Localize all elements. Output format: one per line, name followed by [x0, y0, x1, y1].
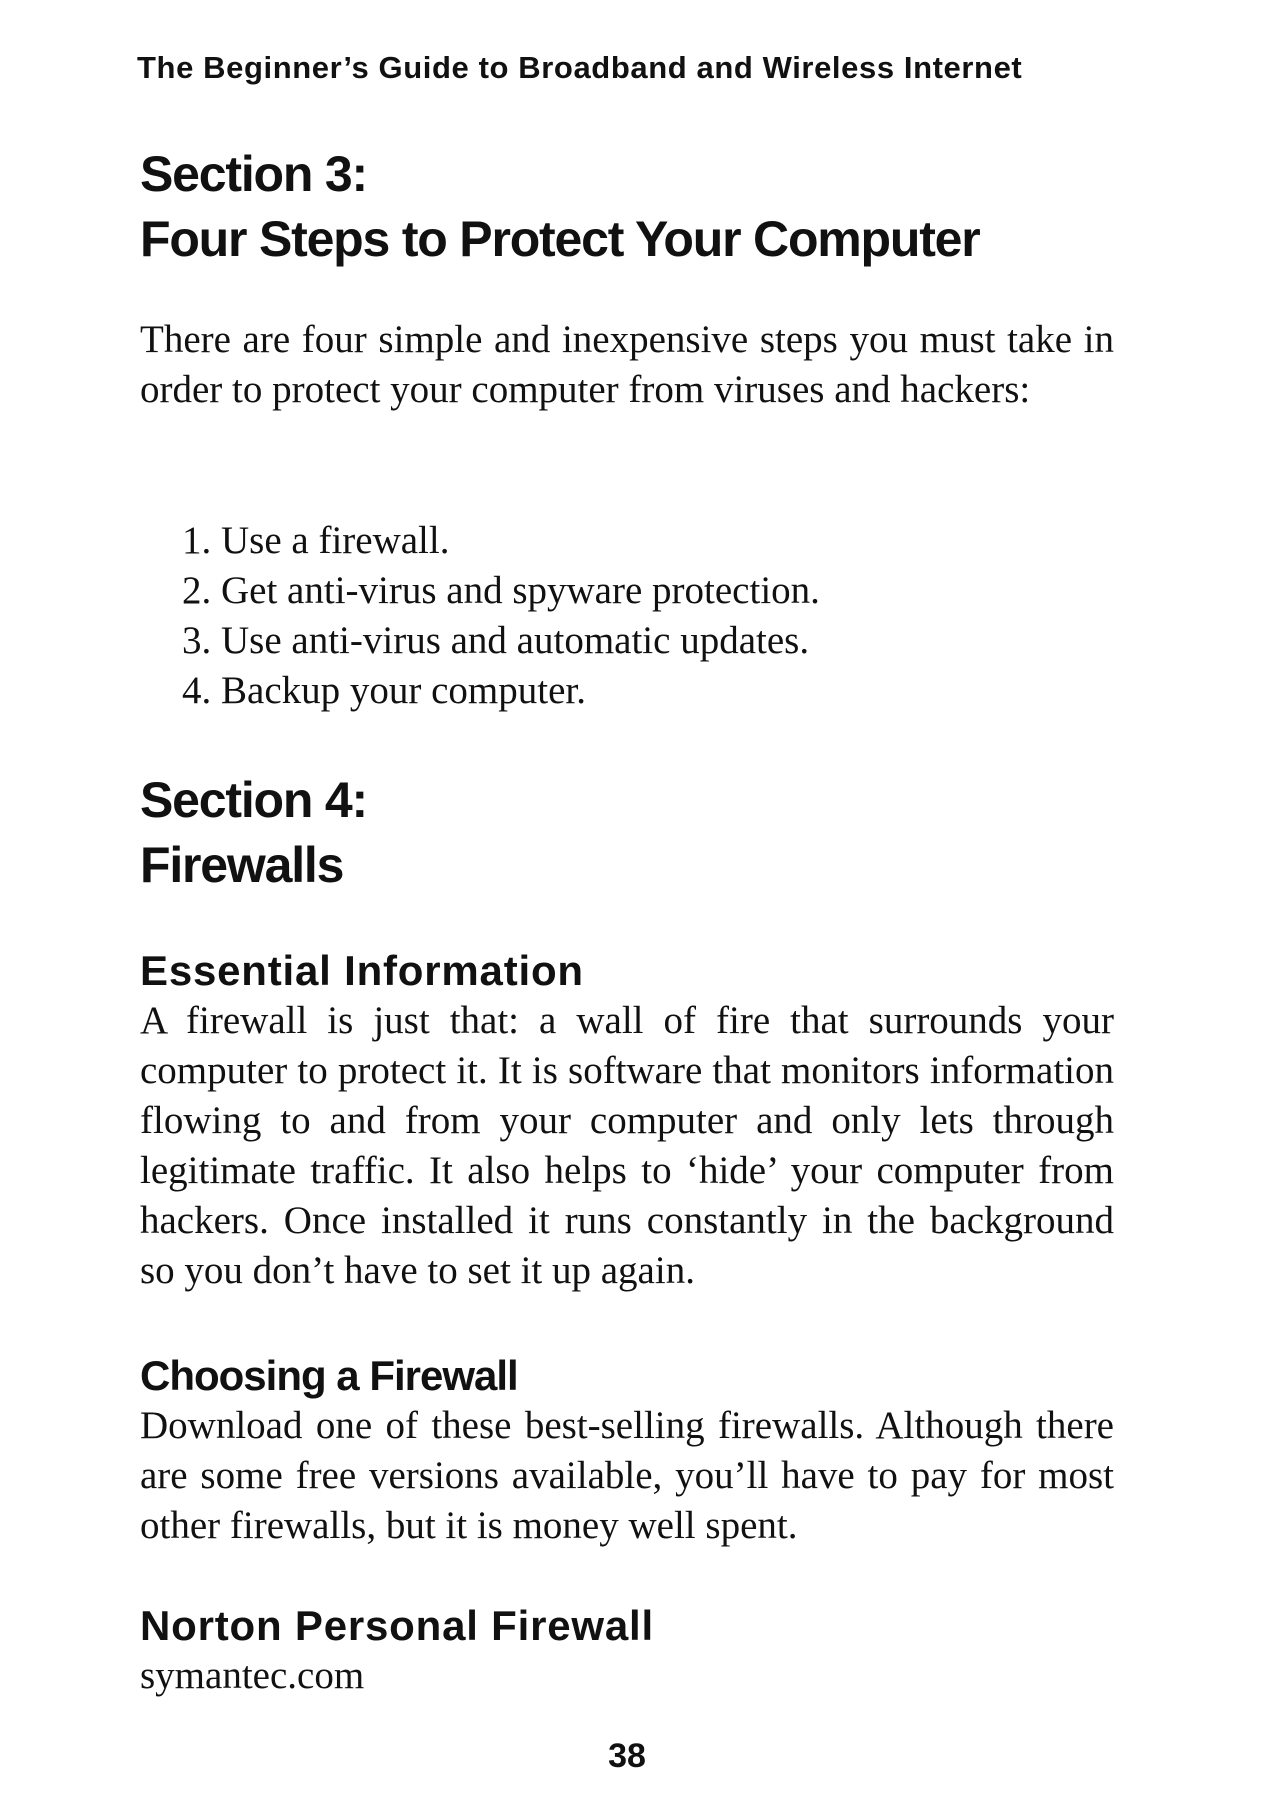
- choosing-firewall-text: Download one of these best-selling firewalls. Although there are some free versions available, you’ll have to pay for most other firewalls, but it is money well spent.: [140, 1404, 1114, 1547]
- section-4-label: Section 4:: [140, 772, 367, 828]
- essential-information-text: A firewall is just that: a wall of fire that surrounds your computer to protect it. It is software that monitors information flowing to and from your computer and only lets through legitimate traffic. It also helps to ‘hide’ your computer from hackers. Once installed it runs constantly in the background so you don’t have to set it up again.: [140, 999, 1114, 1292]
- list-item: 2. Get anti-virus and spyware protection.: [182, 569, 820, 612]
- list-item: 1. Use a firewall.: [182, 519, 450, 562]
- book-page: [137, 0, 1114, 1800]
- essential-information-heading: Essential Information: [140, 947, 584, 994]
- running-head: The Beginner’s Guide to Broadband and Wireless Internet: [137, 50, 1023, 85]
- section-3-title: Four Steps to Protect Your Computer: [140, 211, 980, 267]
- choosing-firewall-heading: Choosing a Firewall: [140, 1352, 518, 1399]
- section-4-title: Firewalls: [140, 837, 344, 893]
- product-url: symantec.com: [140, 1654, 365, 1697]
- product-name: Norton Personal Firewall: [140, 1602, 654, 1649]
- section-3-intro: There are four simple and inexpensive steps you must take in order to protect your computer from viruses and hackers:: [140, 318, 1114, 411]
- section-3-label: Section 3:: [140, 146, 367, 202]
- page-number: 38: [608, 1737, 646, 1775]
- list-item: 4. Backup your computer.: [182, 669, 586, 712]
- list-item: 3. Use anti-virus and automatic updates.: [182, 619, 810, 662]
- steps-list: [182, 516, 1082, 716]
